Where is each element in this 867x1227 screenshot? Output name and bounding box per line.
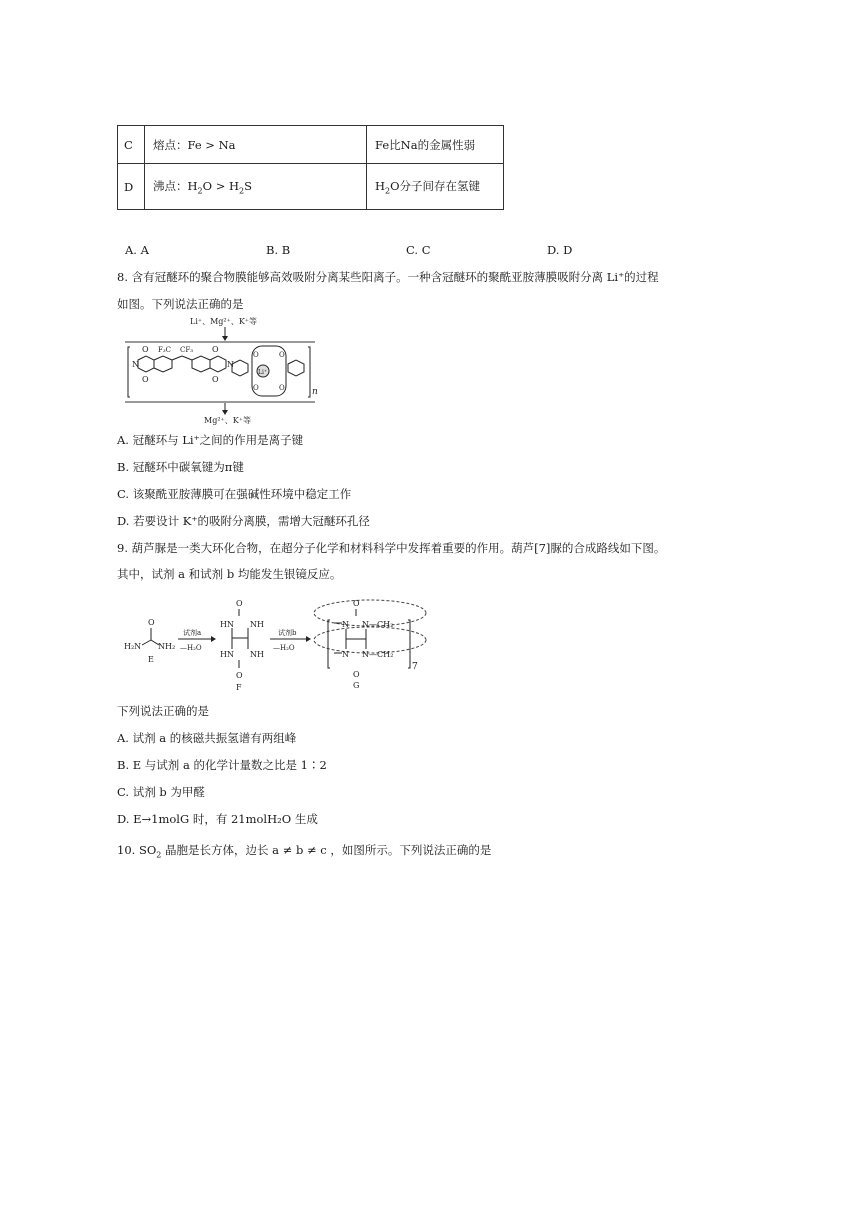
row-key: D	[118, 164, 145, 210]
svg-text:O: O	[279, 351, 285, 359]
svg-text:7: 7	[412, 662, 418, 672]
svg-text:—H₂O: —H₂O	[273, 644, 295, 652]
q7-choice-c[interactable]: C. C	[406, 243, 431, 257]
svg-text:O: O	[148, 618, 155, 627]
svg-text:O: O	[236, 599, 243, 608]
q8-option-a[interactable]: A. 冠醚环与 Li⁺之间的作用是离子键	[117, 433, 304, 447]
row-phenomenon: 沸点：$H_2O > H_2S$	[145, 164, 367, 210]
svg-text:N: N	[227, 360, 234, 369]
svg-text:CF₃: CF₃	[180, 346, 194, 354]
svg-text:Li⁺: Li⁺	[258, 369, 268, 376]
svg-text:—CH₂: —CH₂	[369, 620, 394, 629]
svg-text:N: N	[362, 650, 369, 659]
q9-stem-line1: 9. 葫芦脲是一类大环化合物，在超分子化学和材料科学中发挥着重要的作用。葫芦[7]脲的合成路线如下图。	[117, 541, 666, 555]
svg-text:NH: NH	[250, 620, 264, 629]
q10-stem: 10. $SO_2$ 晶胞是长方体，边长 a ≠ b ≠ c ，如图所示。下列说法正确的是	[117, 843, 492, 860]
svg-text:O: O	[236, 671, 243, 680]
svg-text:试剂b: 试剂b	[278, 629, 297, 637]
svg-text:N: N	[342, 620, 349, 629]
svg-text:O: O	[279, 384, 285, 392]
compound-e-label: E	[148, 655, 154, 664]
q9-option-a[interactable]: A. 试剂 a 的核磁共振氢谱有两组峰	[117, 731, 297, 745]
svg-text:N: N	[362, 620, 369, 629]
compound-g-label: G	[353, 681, 360, 690]
row-explanation: Fe比Na的金属性弱	[367, 126, 504, 164]
svg-text:HN: HN	[220, 620, 234, 629]
table-row	[118, 126, 504, 164]
q7-choice-a[interactable]: A. A	[125, 243, 149, 257]
q9-option-b[interactable]: B. E 与试剂 a 的化学计量数之比是 1∶2	[117, 758, 327, 772]
svg-text:n: n	[312, 387, 318, 397]
q8-option-c[interactable]: C. 该聚酰亚胺薄膜可在强碱性环境中稳定工作	[117, 487, 352, 501]
svg-text:H₂N: H₂N	[124, 642, 142, 651]
crown-ether-membrane-figure	[120, 312, 325, 430]
q7-choice-d[interactable]: D. D	[547, 243, 573, 257]
svg-text:NH₂: NH₂	[158, 642, 176, 651]
svg-text:—CH₂: —CH₂	[369, 650, 394, 659]
q8-stem-line1: 8. 含有冠醚环的聚合物膜能够高效吸附分离某些阳离子。一种含冠醚环的聚酰亚胺薄膜吸附分离 Li⁺的过程	[117, 270, 659, 284]
row-explanation: $H_2O$分子间存在氢键	[367, 164, 504, 210]
svg-text:N: N	[342, 650, 349, 659]
q9-stem-line2: 其中，试剂 a 和试剂 b 均能发生银镜反应。	[117, 567, 342, 581]
table-row	[118, 164, 504, 210]
svg-text:O: O	[142, 345, 149, 354]
svg-text:O: O	[212, 345, 219, 354]
svg-text:O: O	[142, 375, 149, 384]
svg-text:O: O	[353, 670, 360, 679]
svg-text:N: N	[132, 360, 139, 369]
svg-text:O: O	[253, 384, 259, 392]
row-key: C	[118, 126, 145, 164]
cucurbituril-synthesis-figure	[118, 592, 428, 692]
q9-option-c[interactable]: C. 试剂 b 为甲醛	[117, 785, 205, 799]
svg-text:O: O	[253, 351, 259, 359]
svg-text:—H₂O: —H₂O	[180, 644, 202, 652]
svg-text:HN: HN	[220, 650, 234, 659]
q9-option-d[interactable]: D. E→1molG 时，有 21molH₂O 生成	[117, 812, 318, 826]
svg-text:NH: NH	[250, 650, 264, 659]
q9-after: 下列说法正确的是	[117, 704, 209, 718]
compound-f-label: F	[236, 683, 242, 692]
options-table	[117, 125, 504, 210]
q8-option-b[interactable]: B. 冠醚环中碳氧键为π键	[117, 460, 244, 474]
svg-text:试剂a: 试剂a	[183, 629, 202, 637]
svg-text:F₃C: F₃C	[158, 346, 172, 354]
q8-option-d[interactable]: D. 若要设计 K⁺的吸附分离膜，需增大冠醚环孔径	[117, 514, 370, 528]
q7-choice-b[interactable]: B. B	[266, 243, 291, 257]
q8-stem-line2: 如图。下列说法正确的是	[117, 297, 244, 311]
figure-top-label: Li⁺、Mg²⁺、K⁺等	[190, 317, 258, 326]
svg-text:O: O	[212, 375, 219, 384]
svg-text:O: O	[353, 599, 360, 608]
figure-bottom-label: Mg²⁺、K⁺等	[204, 416, 251, 425]
row-phenomenon: 熔点：Fe > Na	[145, 126, 367, 164]
